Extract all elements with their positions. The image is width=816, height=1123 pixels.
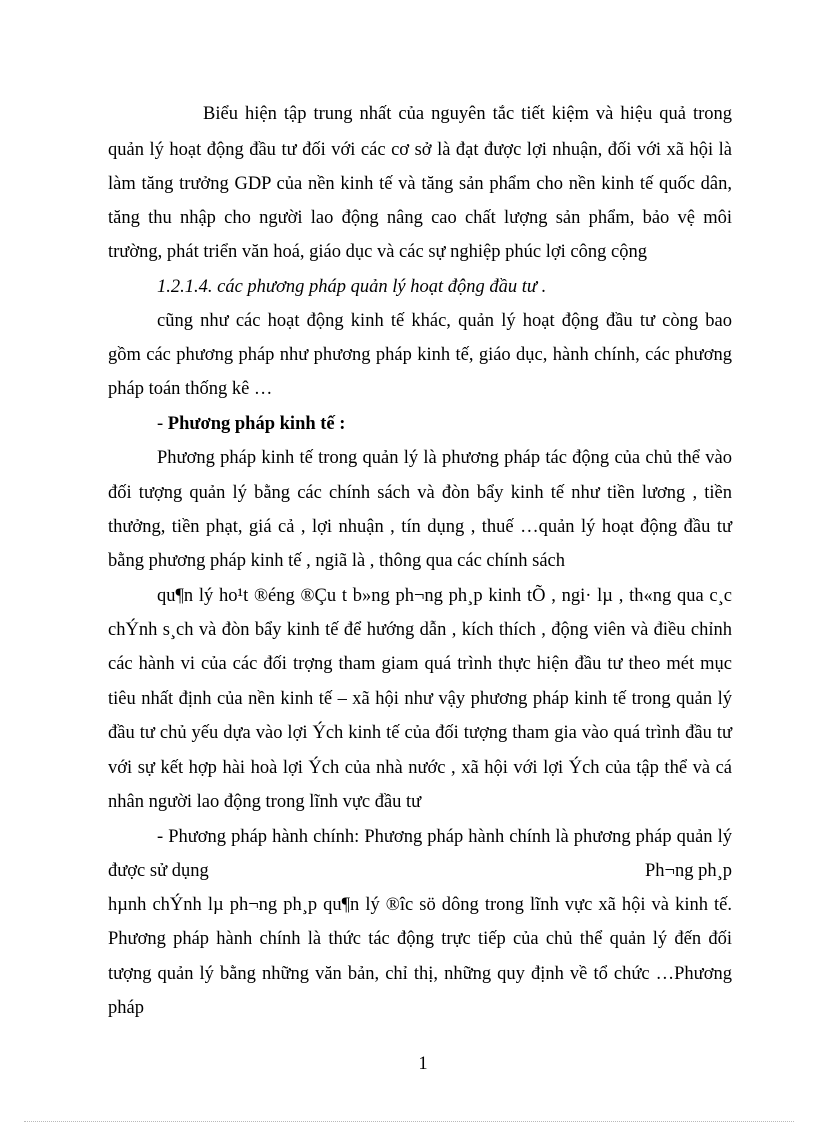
subheading-dash: - [157, 414, 168, 434]
paragraph-3-line-2: đối tượng quản lý bằng các chính sách và đòn bẩy kinh tế như tiền lương , tiền [108, 483, 732, 503]
paragraph-2-line-2: gồm các phương pháp như phương pháp kinh tế, giáo dục, hành chính, các phương [108, 345, 732, 365]
paragraph-4-line-4: tiêu nhất định của nền kinh tế – xã hội như vậy phương pháp kinh tế trong quản lý [108, 689, 732, 709]
paragraph-3-line-1: Phương pháp kinh tế trong quản lý là phương pháp tác động của chủ thể vào [157, 448, 732, 468]
paragraph-5-line-3: hµnh chÝnh lµ ph¬ng ph¸p qu¶n lý ®îc sö dông trong lĩnh vực xã hội và kinh tế. [108, 895, 732, 915]
paragraph-1-line-4: tăng thu nhập cho người lao động nâng cao chất lượng sản phẩm, bảo vệ môi [108, 208, 732, 228]
paragraph-3-line-4: bằng phương pháp kinh tế , ngiã là , thông qua các chính sách [108, 551, 566, 571]
paragraph-1-line-1: Biểu hiện tập trung nhất của nguyên tắc tiết kiệm và hiệu quả trong [203, 104, 732, 124]
paragraph-2-line-3: pháp toán thống kê … [108, 379, 273, 399]
subheading-text: Phương pháp kinh tế : [167, 414, 346, 434]
paragraph-5-line-6: pháp [108, 998, 144, 1018]
section-heading: 1.2.1.4. các phương pháp quản lý hoạt động đầu tư . [157, 277, 547, 297]
paragraph-4-line-7: nhân người lao động trong lĩnh vực đầu tư [108, 792, 422, 812]
paragraph-1-line-5: trường, phát triển văn hoá, giáo dục và các sự nghiệp phúc lợi công cộng [108, 242, 647, 262]
paragraph-4-line-6: với sự kết hợp hài hoà lợi Ých của nhà nước , xã hội với lợi Ých của tập thể và cá [108, 758, 732, 778]
paragraph-1-line-3: làm tăng trưởng GDP của nền kinh tế và tăng sản phẩm cho nền kinh tế quốc dân, [108, 174, 732, 194]
economic-method-heading [157, 412, 345, 436]
paragraph-5-line-2a: được sử dụng [108, 861, 209, 881]
paragraph-5-line-5: tượng quản lý bằng những văn bản, chỉ thị, những quy định về tổ chức …Phương [108, 964, 732, 984]
paragraph-5-line-1: - Phương pháp hành chính: Phương pháp hành chính là phương pháp quản lý [157, 827, 732, 847]
paragraph-3-line-3: thưởng, tiền phạt, giá cả , lợi nhuận , tín dụng , thuế …quản lý hoạt động đầu tư [108, 517, 732, 537]
paragraph-4-line-5: đầu tư chủ yếu dựa vào lợi Ých kinh tế của đối tượng tham gia vào quá trình đầu tư [108, 723, 732, 743]
page-number: 1 [418, 1054, 428, 1074]
paragraph-1-line-2: quản lý hoạt động đầu tư đối với các cơ sở là đạt được lợi nhuận, đối với xã hội là [108, 140, 732, 160]
paragraph-5-line-2b: Ph¬ng ph¸p [644, 861, 732, 881]
page-bottom-border [24, 1121, 794, 1122]
paragraph-4-line-3: các hành vi của các đối trợng tham giam quá trình thực hiện đầu tư theo mét mục [108, 654, 732, 674]
paragraph-5-line-4: Phương pháp hành chính là thức tác động trực tiếp của chủ thể quản lý đến đối [108, 929, 732, 949]
paragraph-4-line-1: qu¶n lý ho¹t ®éng ®Çu t b»ng ph¬ng ph¸p kinh tÕ , ngi· lµ , th«ng qua c¸c [157, 586, 732, 606]
paragraph-2-line-1: cũng như các hoạt động kinh tế khác, quản lý hoạt động đầu tư còng bao [157, 311, 732, 331]
paragraph-4-line-2: chÝnh s¸ch và đòn bẩy kinh tế để hướng dẫn , kích thích , động viên và điều chỉnh [108, 620, 732, 640]
